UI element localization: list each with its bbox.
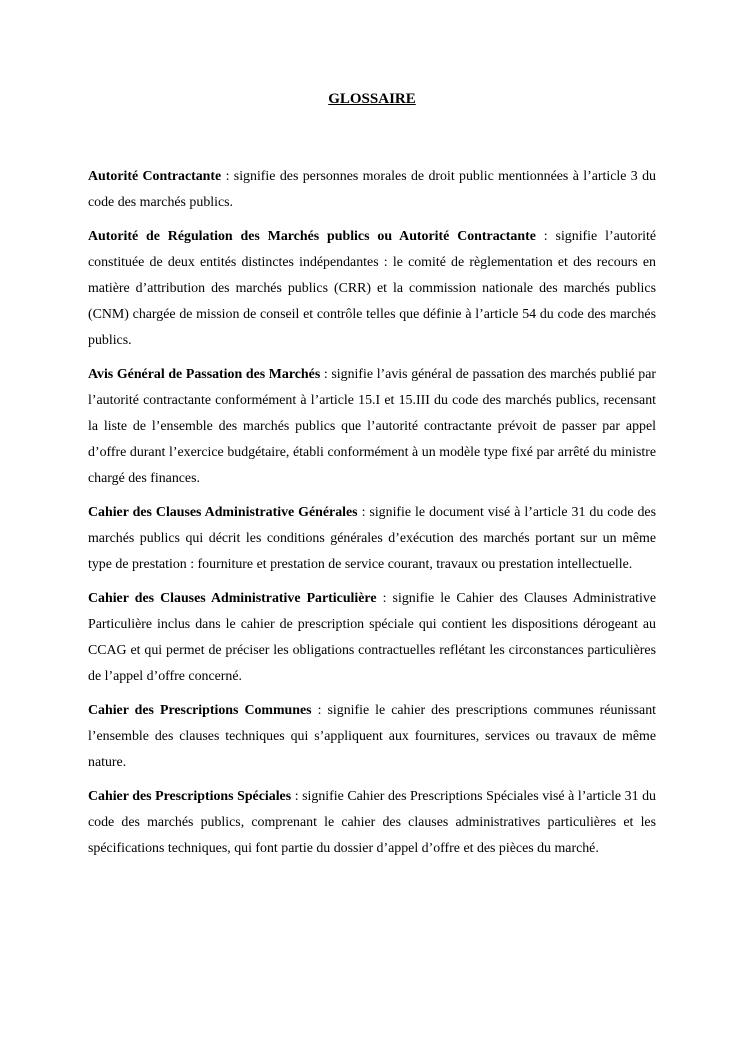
glossary-term: Cahier des Clauses Administrative Générales	[88, 505, 358, 520]
glossary-entry	[88, 224, 656, 354]
page-title: GLOSSAIRE	[328, 91, 416, 107]
glossary-definition: : signifie des personnes morales de droit public mentionnées à l’article 3 du code des marchés publics.	[88, 169, 656, 210]
glossary-entry	[88, 586, 656, 690]
glossary-entry	[88, 784, 656, 862]
glossary-definition: : signifie Cahier des Prescriptions Spéciales visé à l’article 31 du code des marchés publics, comprenant le cahier des clauses administratives particulières et les spécifications techniques, qui font partie du dossier d’appel d’offre et des pièces du marché.	[88, 789, 656, 856]
glossary-definition: : signifie le cahier des prescriptions communes réunissant l’ensemble des clauses techniques qui s’appliquent aux fournitures, services ou travaux de même nature.	[88, 703, 656, 770]
glossary-term: Cahier des Clauses Administrative Particulière	[88, 591, 377, 606]
glossary-definition: : signifie l’autorité constituée de deux entités distinctes indépendantes : le comité de règlementation et des recours en matière d’attribution des marchés publics (CRR) et la commission nationale des marchés publics (CNM) chargée de mission de conseil et contrôle telles que définie à l’article 54 du code des marchés publics.	[88, 229, 657, 348]
glossary-definition: : signifie l’avis général de passation des marchés publié par l’autorité contractante conformément à l’article 15.I et 15.III du code des marchés publics, recensant la liste de l’ensemble des marchés publics que l’autorité contractante prévoit de passer par appel d’offre durant l’exercice budgétaire, établi conformément à un modèle type fixé par arrêté du ministre chargé des finances.	[88, 367, 656, 486]
glossary-definition: : signifie le Cahier des Clauses Administrative Particulière inclus dans le cahier de prescription spéciale qui contient les dispositions dérogeant au CCAG et qui permet de préciser les obligations contractuelles reflétant les circonstances particulières de l’appel d’offre concerné.	[88, 591, 656, 684]
glossary-term: Avis Général de Passation des Marchés	[88, 367, 321, 382]
glossary-definition: : signifie le document visé à l’article 31 du code des marchés publics qui décrit les conditions générales d’exécution des marchés portant sur un même type de prestation : fourniture et prestation de service courant, travaux ou prestation intellectuelle.	[88, 505, 656, 572]
glossary-entry	[88, 500, 656, 578]
glossary-entry	[88, 698, 656, 776]
glossary-entry	[88, 362, 656, 492]
glossary-term: Cahier des Prescriptions Communes	[88, 703, 312, 718]
glossary-term: Cahier des Prescriptions Spéciales	[88, 789, 292, 804]
glossary-term: Autorité de Régulation des Marchés publics ou Autorité Contractante	[88, 229, 536, 244]
document-page	[88, 86, 656, 870]
glossary-term: Autorité Contractante	[88, 169, 222, 184]
glossary-entry	[88, 164, 656, 216]
